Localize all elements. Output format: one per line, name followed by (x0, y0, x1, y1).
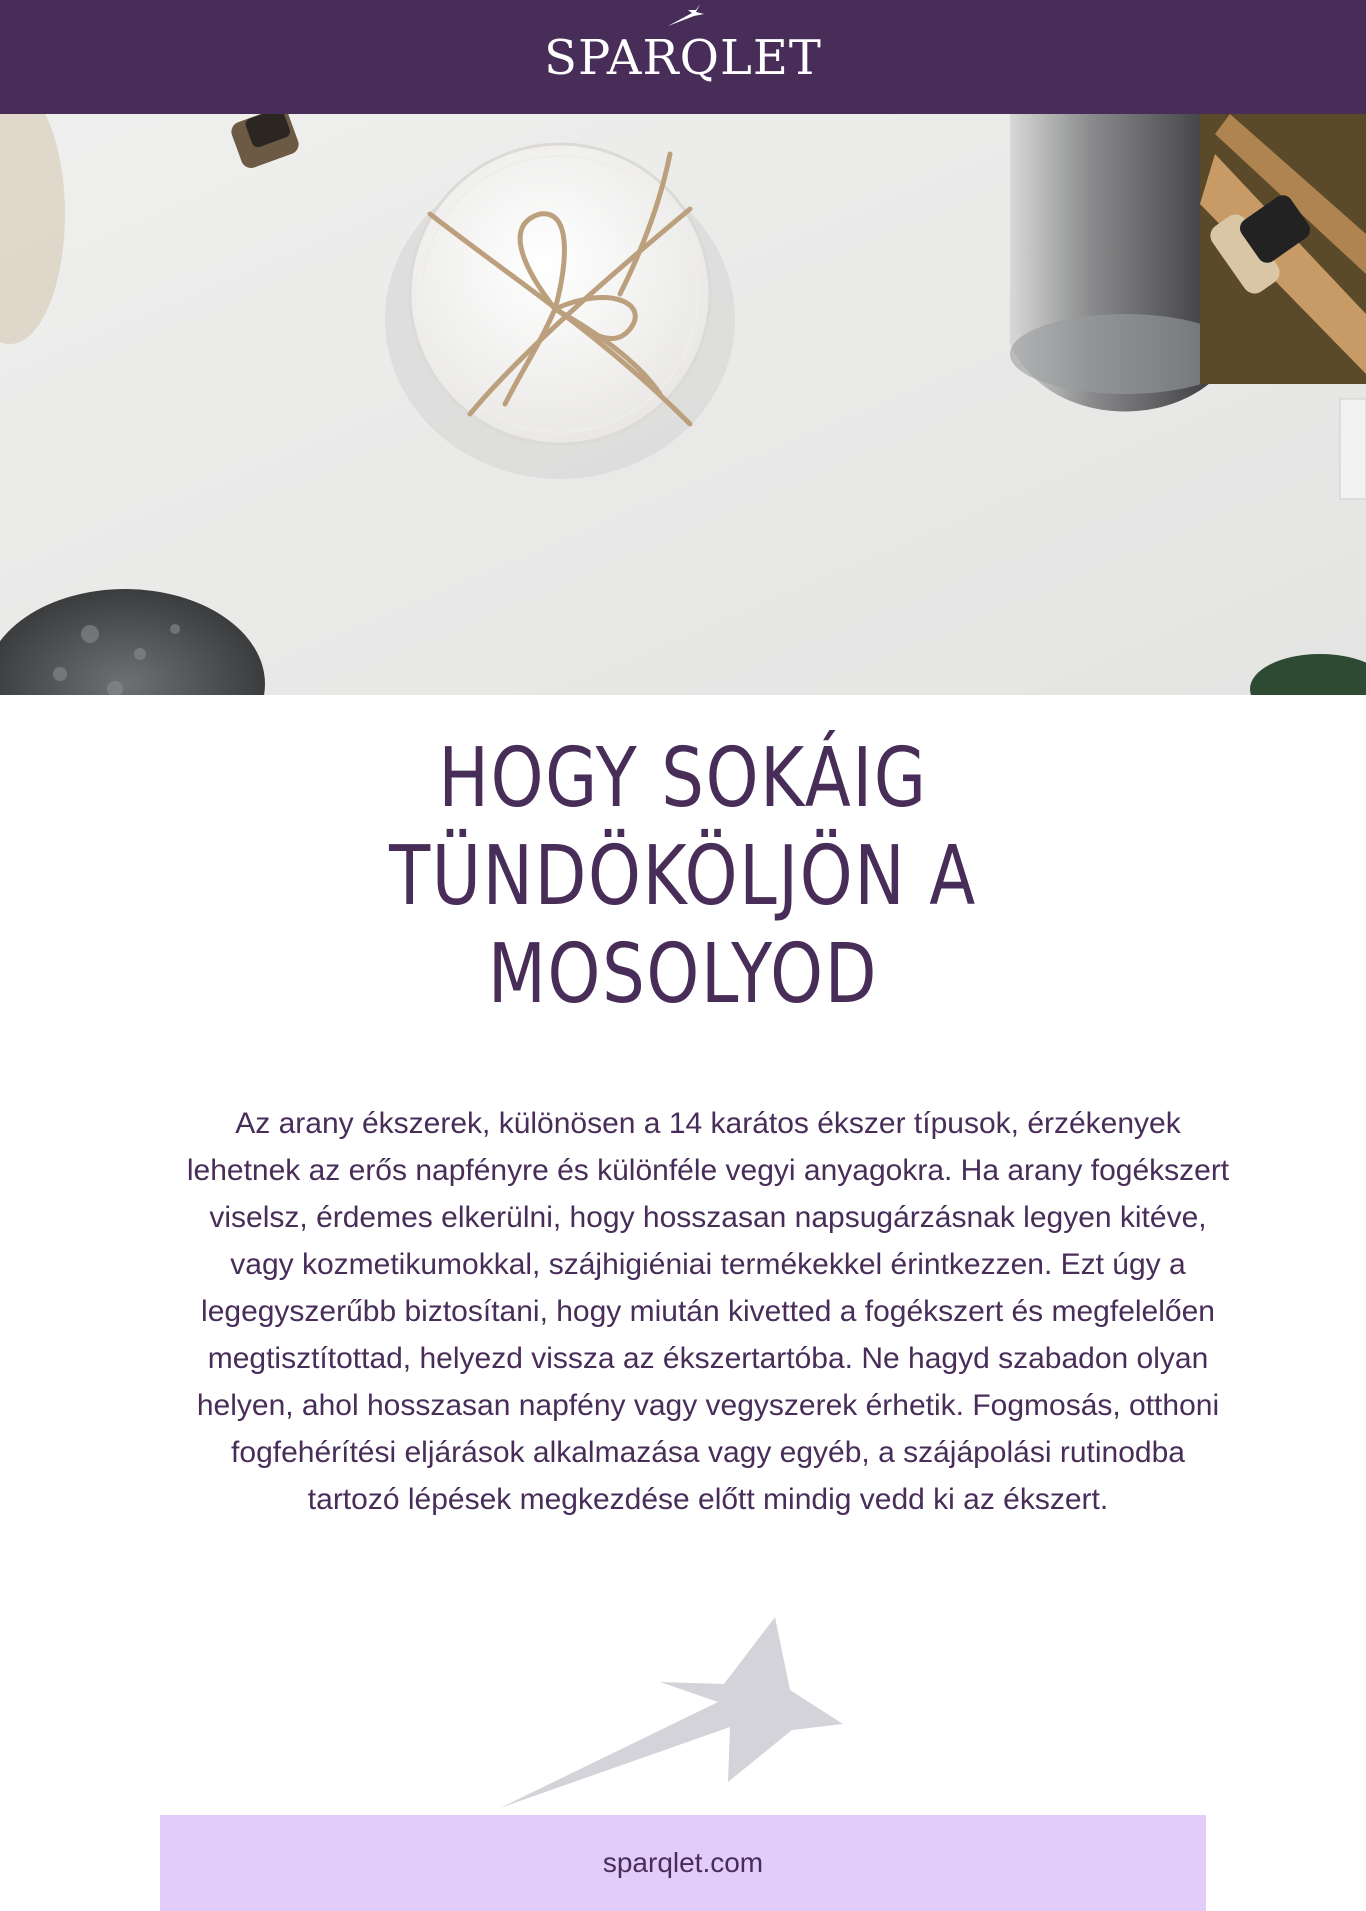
hero-image (0, 114, 1366, 695)
article-headline (273, 730, 1093, 1024)
brand-logo[interactable] (0, 0, 1366, 114)
headline-line: HOGY SOKÁIG (438, 731, 928, 826)
hero-photo (0, 114, 1366, 695)
article-body: Az arany ékszerek, különösen a 14 karátos ékszer típusok, érzékenyek lehetnek az erős napfényre és különféle vegyi anyagokra. Ha arany fogékszert viselsz, érdemes elkerülni, hogy hosszasan napsugárzásnak legyen kitéve, vagy kozmetikumokkal, szájhigiéniai termékekkel érintkezzen. Ezt úgy a legegyszerűbb biztosítani, hogy miután kivetted a fogékszert és megfelelően megtisztítottad, helyezd vissza az ékszertartóba. Ne hagyd szabadon olyan helyen, ahol hosszasan napfény vagy vegyszerek érhetik. Fogmosás, otthoni fogfehérítési eljárások alkalmazása vagy egyéb, a szájápolási rutinodba tartozó lépések megkezdése előtt mindig vedd ki az ékszert. (186, 1107, 1230, 1516)
logo-wordmark: SPARQLET (544, 30, 822, 86)
headline-line: MOSOLYOD (487, 927, 879, 1022)
footer-bar (160, 1815, 1206, 1911)
shooting-star-icon (500, 1612, 850, 1812)
footer-website-link[interactable]: sparqlet.com (602, 1847, 764, 1878)
headline-line: TÜNDÖKÖLJÖN A (389, 829, 977, 924)
header-bar (0, 0, 1366, 114)
logo-star-icon (666, 2, 706, 28)
